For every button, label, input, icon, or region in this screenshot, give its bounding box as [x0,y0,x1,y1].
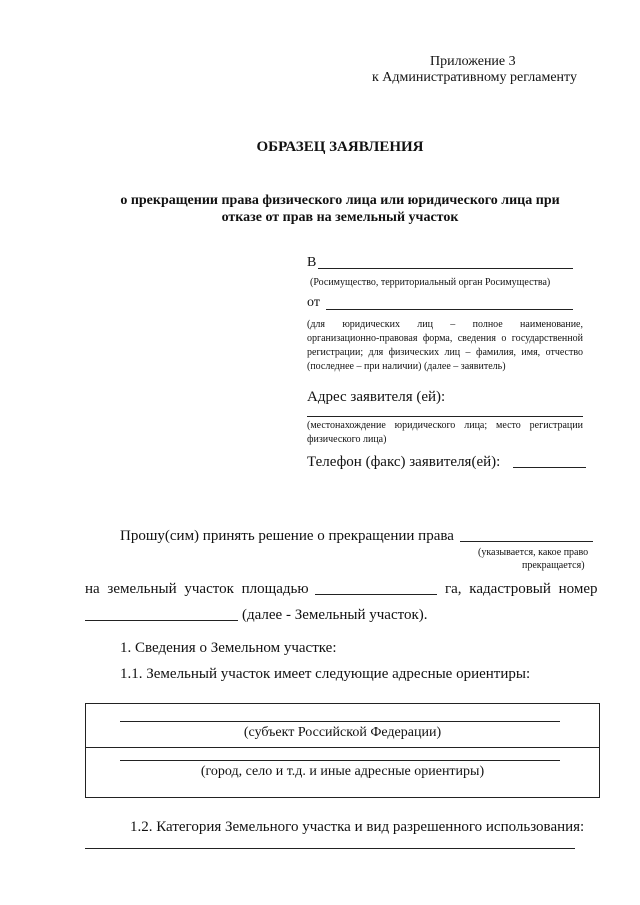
cadastral-field-line[interactable] [85,620,238,621]
locality-field-line[interactable] [120,760,560,761]
page-title: ОБРАЗЕЦ ЗАЯВЛЕНИЯ [256,139,424,155]
to-field-line[interactable] [318,268,573,269]
subject-hint: (субъект Российской Федерации) [243,725,442,740]
locality-hint: (город, село и т.д. и иные адресные ориентиры) [200,764,485,779]
section-1-1-heading: 1.1. Земельный участок имеет следующие адресные ориентиры: [120,666,531,682]
subject-field-line[interactable] [120,721,560,722]
plot-suffix: (далее - Земельный участок). [242,607,428,623]
address-hint: (местонахождение юридического лица; место регистрации физического лица) [307,420,583,445]
plot-area-prefix: на земельный участок площадью [85,581,309,597]
address-field-line[interactable] [307,416,583,417]
phone-label: Телефон (факс) заявителя(ей): [307,454,501,470]
appendix-reference: к Административному регламенту [372,70,577,85]
address-table [85,703,600,798]
area-field-line[interactable] [315,594,437,595]
right-field-line[interactable] [460,541,593,542]
right-hint-1: (указывается, какое право [478,547,589,558]
page-subtitle-line-2: отказе от прав на земельный участок [221,210,459,225]
address-table-divider [86,747,599,748]
request-text: Прошу(сим) принять решение о прекращении права [120,528,454,544]
from-hint: (для юридических лиц – полное наименование, организационно-правовая форма, сведения о государственной регистрации; для физических лиц – фамилия, имя, отчество (последнее – при наличии) (далее – заявитель) [307,319,583,372]
appendix-number: Приложение 3 [430,54,516,69]
section-1-2-heading: 1.2. Категория Земельного участка и вид разрешенного использования: [130,819,585,835]
from-field-line[interactable] [326,309,573,310]
to-prefix: В [307,255,317,270]
plot-area-unit: га, кадастровый номер [445,581,598,597]
category-field-line[interactable] [85,848,575,849]
phone-field-line[interactable] [513,467,586,468]
address-label: Адрес заявителя (ей): [307,389,446,405]
to-hint: (Росимущество, территориальный орган Росимущества) [310,277,551,288]
section-1-heading: 1. Сведения о Земельном участке: [120,640,337,656]
page-subtitle-line-1: о прекращении права физического лица или юридического лица при [120,193,560,208]
right-hint-2: прекращается) [522,560,585,571]
from-prefix: от [307,295,320,310]
